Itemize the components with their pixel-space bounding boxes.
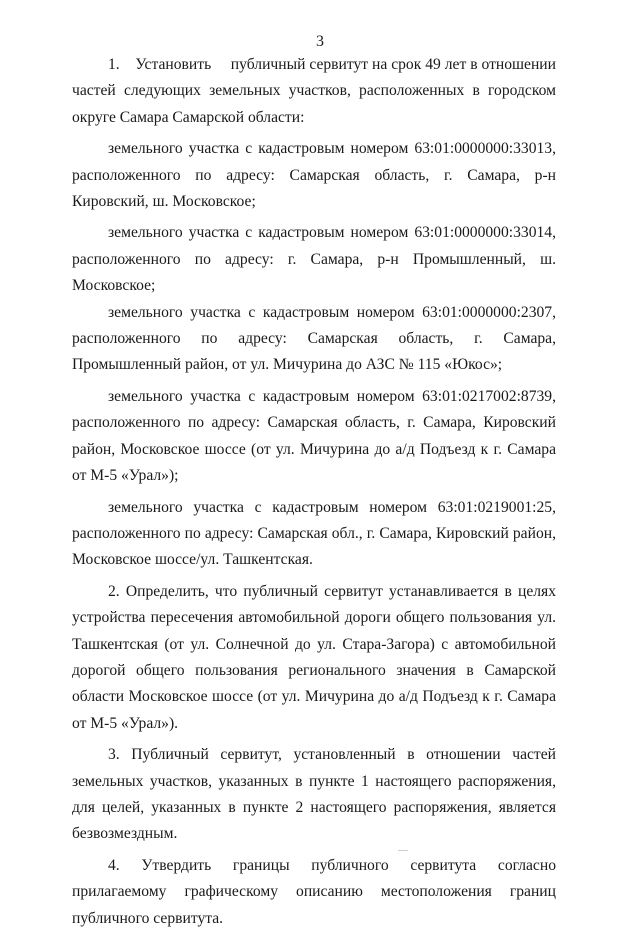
scan-mark — [398, 850, 408, 851]
paragraph-item-1: 1. Установить публичный сервитут на срок 49 лет в отношении частей следующих земельных участков, расположенных в городском округе Самара Самарской области: — [72, 56, 556, 126]
paragraph-parcel-2307: земельного участка с кадастровым номером 63:01:0000000:2307, расположенного по адресу: Самарская область, г. Самара, Промышленный район, от ул. Мичурина до АЗС № 115 «Юкос»; — [72, 303, 556, 374]
document-body — [72, 52, 556, 932]
paragraph-item-3: 3. Публичный сервитут, установленный в отношении частей земельных участков, указанных в пункте 1 настоящего распоряжения, для целей, указанных в пункте 2 настоящего распоряжения, является безвозмездным. — [72, 746, 556, 843]
paragraph-parcel-33014: земельного участка с кадастровым номером 63:01:0000000:33014, расположенного по адресу: г. Самара, р-н Промышленный, ш. Московское; — [72, 224, 556, 295]
paragraph-item-4: 4. Утвердить границы публичного сервитута согласно прилагаемому графическому описанию местоположения границ публичного сервитута. — [72, 856, 556, 927]
paragraph-parcel-33013: земельного участка с кадастровым номером 63:01:0000000:33013, расположенного по адресу: Самарская область, г. Самара, р-н Кировский, ш. Московское; — [72, 140, 556, 211]
page-number: 3 — [316, 33, 324, 50]
paragraph-item-2: 2. Определить, что публичный сервитут устанавливается в целях устройства пересечения автомобильной дороги общего пользования ул. Ташкентская (от ул. Солнечной до ул. Стара-Загора) с автомобильной дорогой общего пользования регионального значения в Самарской области Московское шоссе (от ул. Мичурина до а/д Подъезд к г. Самара от М-5 «Урал»). — [72, 582, 556, 732]
paragraph-parcel-25: земельного участка с кадастровым номером 63:01:0219001:25, расположенного по адресу: Самарская обл., г. Самара, Кировский район, Московское шоссе/ул. Ташкентская. — [72, 498, 556, 569]
paragraph-parcel-8739: земельного участка с кадастровым номером 63:01:0217002:8739, расположенного по адресу: Самарская область, г. Самара, Кировский район, Московское шоссе (от ул. Мичурина до а/д Подъезд к г. Самара от М-5 «Урал»); — [72, 387, 556, 485]
